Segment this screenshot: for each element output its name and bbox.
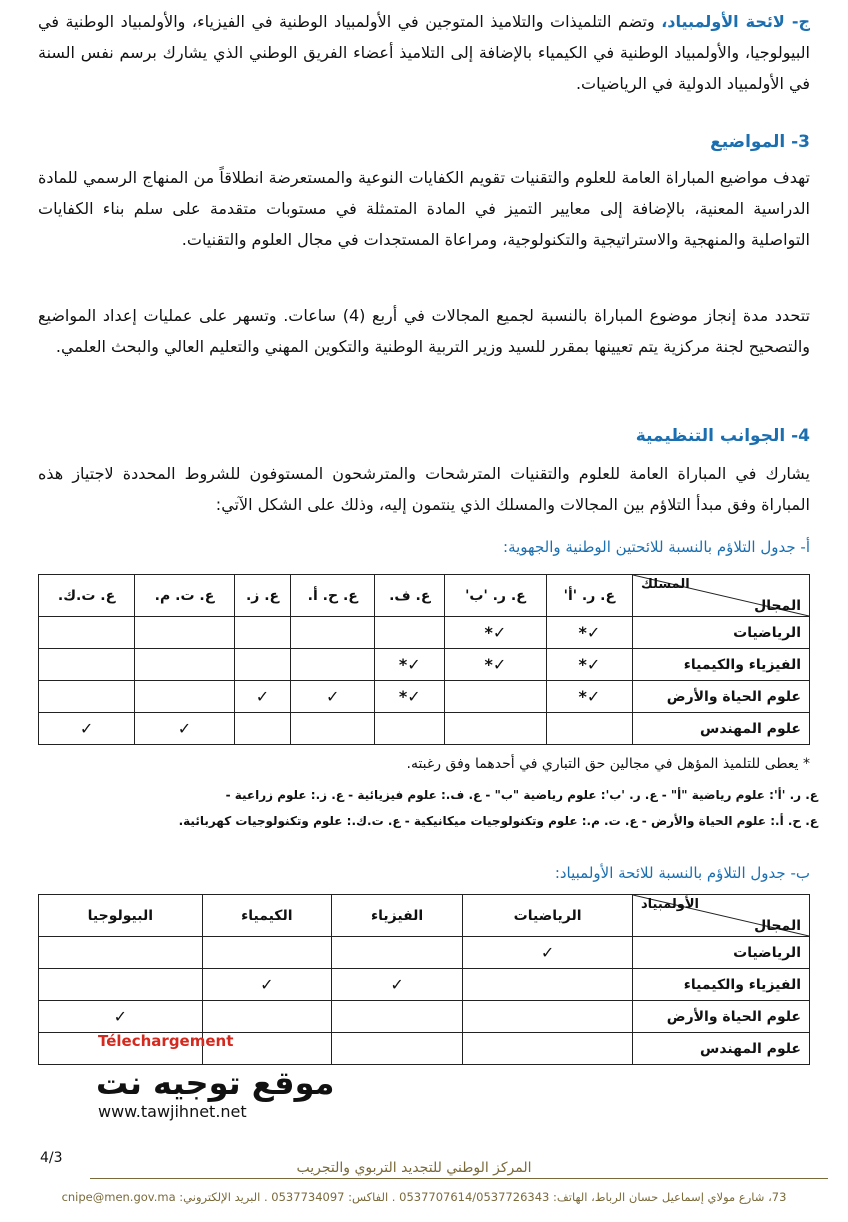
table-a-corner-bottom: المجال — [754, 598, 801, 614]
table-cell — [331, 1001, 462, 1033]
row-label: الرياضيات — [633, 937, 810, 969]
table-a-caption: أ- جدول التلاؤم بالنسبة للائحتين الوطنية والجهوية: — [503, 538, 810, 556]
section3-title: 3- المواضيع — [710, 132, 810, 152]
table-cell — [234, 713, 290, 745]
table-cell: ✓* — [546, 681, 632, 713]
table-b-header-row — [39, 895, 810, 937]
table-cell: ✓* — [445, 617, 547, 649]
table-a-col-header: ع. ت.ك. — [39, 575, 135, 617]
section4-title: 4- الجوانب التنظيمية — [635, 426, 810, 446]
abbreviations-line2: ع. ح. أ.: علوم الحياة والأرض - ع. ت. م.: علوم وتكنولوجيات ميكانيكية - ع. ت.ك.: علوم وتكنولوجيات كهربائية. — [178, 814, 818, 828]
table-cell — [135, 681, 235, 713]
row-label: علوم الحياة والأرض — [633, 681, 810, 713]
section3-paragraph2: تتحدد مدة إنجاز موضوع المباراة بالنسبة لجميع المجالات في أربع (4) ساعات. وتسهر على عمليات إعداد المواضيع والتصحيح لجنة مركزية يتم تعيينها بمقرر للسيد وزير التربية الوطنية والتكوين المهني والتعليم العالي والبحث العلمي. — [38, 306, 810, 356]
section3-paragraph1: تهدف مواضيع المباراة العامة للعلوم والتقنيات تقويم الكفايات النوعية والمستعرضة انطلاقاً من المنهاج الرسمي للمادة الدراسية المعنية، بالإضافة إلى معايير التميز في المادة المتمثلة في مستوبات متقدمة على سلم بناء الكفايات التواصلية والمنهجية والاستراتيجية والتكنولوجية، ومراعاة المستجدات في مجال العلوم والتقنيات. — [38, 168, 810, 249]
watermark-download-label: Télechargement — [98, 1032, 234, 1050]
table-cell — [135, 617, 235, 649]
table-cell — [463, 969, 633, 1001]
table-cell — [291, 617, 375, 649]
table-cell: ✓* — [445, 649, 547, 681]
table-cell — [202, 937, 331, 969]
table-cell: ✓ — [39, 713, 135, 745]
table-cell — [39, 617, 135, 649]
table-cell — [135, 649, 235, 681]
olympiad-lead: ج- لائحة الأولمبياد، — [661, 12, 810, 31]
row-label: الفيزياء والكيمياء — [633, 649, 810, 681]
table-a-col-header: ع. ح. أ. — [291, 575, 375, 617]
table-row — [39, 649, 810, 681]
table-cell: ✓* — [546, 617, 632, 649]
watermark-site-name: موقع توجيه نت — [96, 1064, 335, 1102]
table-b-caption: ب- جدول التلاؤم بالنسبة للائحة الأولمبياد: — [554, 864, 810, 882]
table-a-col-header: ع. ر. 'ب' — [445, 575, 547, 617]
table-cell: ✓ — [39, 1001, 203, 1033]
table-cell: ✓* — [546, 649, 632, 681]
table-row — [39, 713, 810, 745]
table-cell — [202, 1001, 331, 1033]
row-label: الفيزياء والكيمياء — [633, 969, 810, 1001]
table-cell — [39, 969, 203, 1001]
table-b-col-header: البيولوجيا — [39, 895, 203, 937]
table-cell: ✓ — [234, 681, 290, 713]
table-cell: ✓* — [375, 649, 445, 681]
table-b-col-header: الفيزياء — [331, 895, 462, 937]
table-b-corner-top: الأولمبياد — [641, 897, 699, 912]
table-a-header-row — [39, 575, 810, 617]
table-cell — [445, 713, 547, 745]
olympiad-text: وتضم التلميذات والتلاميذ المتوجين في الأولمبياد الوطنية في الفيزياء، والأولمبياد الوطنية في البيولوجيا، والأولمبياد الوطنية في الكيمياء بالإضافة إلى التلاميذ أعضاء الفريق الوطني الذي يشارك برسم نفس السنة في الأولمبياد الدولية في الرياضيات. — [38, 12, 810, 93]
table-row — [39, 969, 810, 1001]
table-cell — [375, 713, 445, 745]
table-row — [39, 937, 810, 969]
table-cell: ✓ — [202, 969, 331, 1001]
watermark-url[interactable]: www.tawjihnet.net — [98, 1102, 247, 1121]
table-cell — [234, 649, 290, 681]
table-cell — [463, 1033, 633, 1065]
table-cell — [375, 617, 445, 649]
page-number: 4/3 — [40, 1150, 63, 1166]
olympiad-paragraph — [38, 6, 810, 99]
footer-organization: المركز الوطني للتجديد التربوي والتجريب — [296, 1160, 532, 1176]
table-row — [39, 1001, 810, 1033]
footer-divider — [90, 1178, 828, 1179]
table-cell — [331, 1033, 462, 1065]
table-a-col-header: ع. ت. م. — [135, 575, 235, 617]
row-label: علوم الحياة والأرض — [633, 1001, 810, 1033]
table-b-col-header: الرياضيات — [463, 895, 633, 937]
table-b-col-header: الكيمياء — [202, 895, 331, 937]
table-a-corner — [633, 575, 810, 617]
footer-address: 73، شارع مولاي إسماعيل حسان الرباط، الهاتف: 0537707614/0537726343 . الفاكس: 0537734097 . البريد الإلكتروني: cnipe@men.gov.ma — [61, 1190, 787, 1204]
star-note: * يعطى للتلميذ المؤهل في مجالين حق التباري في أحدهما وفق رغبته. — [406, 756, 810, 772]
abbreviations-line1: ع. ر. 'أ': علوم رياضية "أ" - ع. ر. 'ب': علوم رياضية "ب" - ع. ف.: علوم فيزيائية - ع. ز.: علوم زراعية - — [225, 788, 818, 802]
table-b-corner — [633, 895, 810, 937]
table-cell — [39, 649, 135, 681]
table-a-col-header: ع. ز. — [234, 575, 290, 617]
table-a-corner-top: المسلك — [641, 577, 690, 592]
table-b-corner-bottom: المجال — [754, 918, 801, 934]
table-a-col-header: ع. ف. — [375, 575, 445, 617]
section4-paragraph1: يشارك في المباراة العامة للعلوم والتقنيات المترشحات والمترشحون المستوفون للشروط المحددة لاجتياز هذه المباراة وفق مبدأ التلاؤم بين المجالات والمسلك الذي ينتمون إليه، وذلك على الشكل الآتي: — [38, 464, 810, 514]
table-cell: ✓ — [135, 713, 235, 745]
table-row — [39, 681, 810, 713]
row-label: الرياضيات — [633, 617, 810, 649]
row-label: علوم المهندس — [633, 1033, 810, 1065]
table-cell — [331, 937, 462, 969]
table-cell: ✓ — [463, 937, 633, 969]
row-label: علوم المهندس — [633, 713, 810, 745]
table-row — [39, 617, 810, 649]
table-cell — [291, 713, 375, 745]
table-cell: ✓ — [291, 681, 375, 713]
table-a-col-header: ع. ر. 'أ' — [546, 575, 632, 617]
table-cell — [234, 617, 290, 649]
table-cell: ✓* — [375, 681, 445, 713]
table-cell — [291, 649, 375, 681]
table-cell — [39, 937, 203, 969]
table-cell — [463, 1001, 633, 1033]
table-cell: ✓ — [331, 969, 462, 1001]
table-cell — [39, 681, 135, 713]
table-cell — [445, 681, 547, 713]
table-cell — [546, 713, 632, 745]
compatibility-table-national — [38, 574, 810, 745]
